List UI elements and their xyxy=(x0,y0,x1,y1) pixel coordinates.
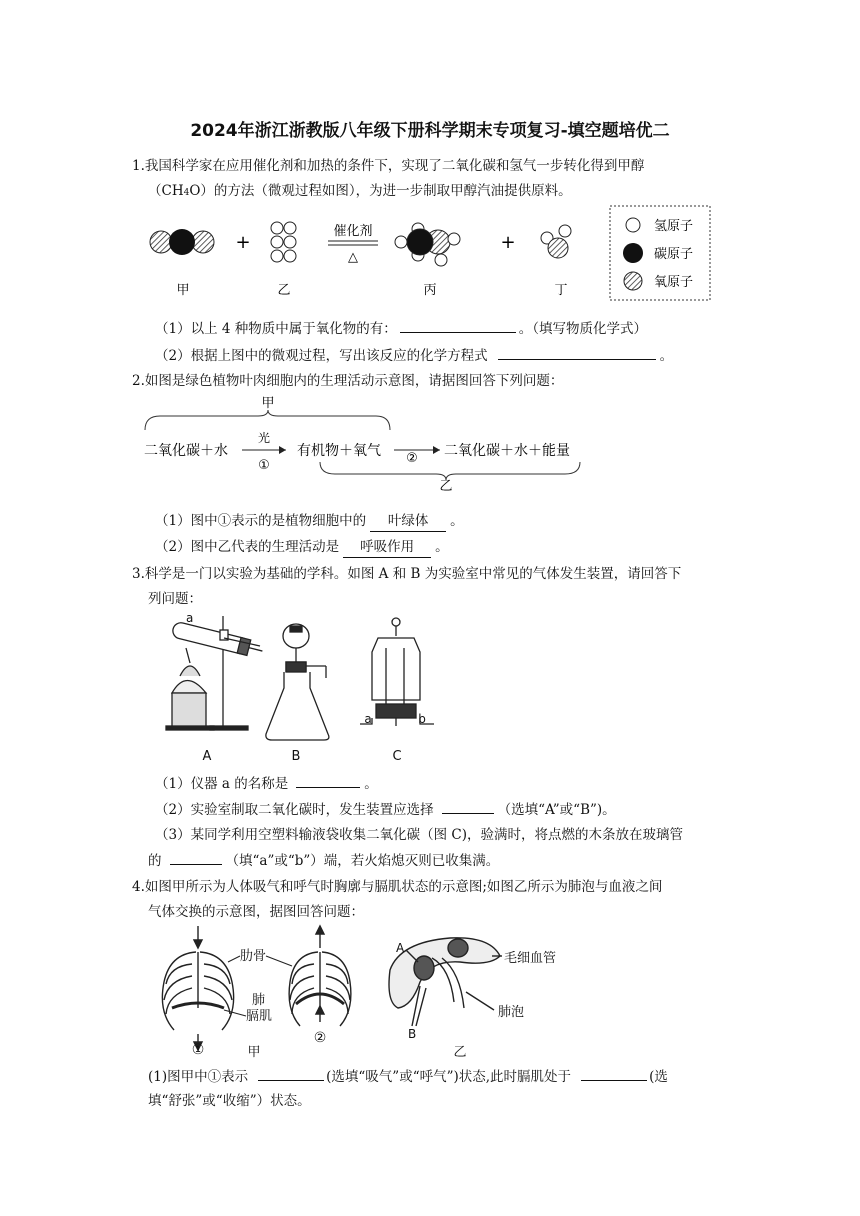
label-point-A: A xyxy=(396,941,405,955)
q1-part1-blank[interactable] xyxy=(400,318,516,333)
q1-part1: （1）以上 4 种物质中属于氧化物的有： 。（填写物质化学式） xyxy=(155,318,647,339)
middle-products-text: 有机物＋氧气 xyxy=(297,443,381,459)
q2-part1: （1）图中①表示的是植物细胞中的 叶绿体 。 xyxy=(155,511,464,532)
q1-part2-blank[interactable] xyxy=(498,345,656,360)
light-label: 光 xyxy=(257,431,271,445)
ribcage-exhale xyxy=(289,926,351,1026)
q4-respiration-figure xyxy=(150,922,570,1062)
label-B: B xyxy=(291,749,301,764)
q3-part1: （1）仪器 a 的名称是 。 xyxy=(155,773,378,794)
q3-part2: （2）实验室制取二氧化碳时，发生装置应选择 （选填“A”或“B”)。 xyxy=(155,799,616,820)
q1-part2: （2）根据上图中的微观过程，写出该反应的化学方程式 。 xyxy=(155,345,673,366)
q3-stem-line2: 列问题： xyxy=(148,591,202,607)
q4-stem-line2: 气体交换的示意图，据图回答问题： xyxy=(148,904,364,920)
label-C: C xyxy=(392,749,402,764)
methanol-molecule xyxy=(395,223,460,266)
q2-part2-answer: 呼吸作用 xyxy=(343,537,431,558)
label-bing: 丙 xyxy=(423,283,437,298)
water-molecule xyxy=(541,225,571,258)
label-ding: 丁 xyxy=(554,283,568,298)
reactants-text: 二氧化碳＋水 xyxy=(144,443,228,459)
apparatus-c xyxy=(360,618,434,726)
label-instrument-a: a xyxy=(186,611,194,625)
q1-stem-line1: 1.我国科学家在应用催化剂和加热的条件下，实现了二氧化碳和氢气一步转化得到甲醇 xyxy=(132,158,645,174)
heat-symbol: △ xyxy=(348,250,358,265)
step2-label: ② xyxy=(406,451,418,466)
label-jia-top: 甲 xyxy=(261,396,275,411)
alveolus-label: 肺泡 xyxy=(498,1005,525,1020)
q2-part1-answer: 叶绿体 xyxy=(370,511,446,532)
q3-part1-blank[interactable] xyxy=(296,773,360,788)
lung-label: 肺 xyxy=(252,993,266,1008)
q1-molecule-figure xyxy=(140,204,720,304)
q4-part1-line2: 填“舒张”或“收缩”）状态。 xyxy=(148,1093,311,1109)
h2-molecules xyxy=(271,222,296,262)
q2-part2: （2）图中乙代表的生理活动是 呼吸作用 。 xyxy=(155,537,449,558)
q2-process-figure xyxy=(140,392,600,492)
q4-part1-blank2[interactable] xyxy=(581,1066,647,1081)
plus-sign: + xyxy=(235,232,251,253)
atom-legend xyxy=(610,206,710,300)
label-yi: 乙 xyxy=(277,283,291,298)
port-b-label: b xyxy=(418,712,426,726)
apparatus-b xyxy=(266,624,329,740)
label-A: A xyxy=(202,749,212,764)
label-jia: 甲 xyxy=(176,283,190,298)
respiration-products-text: 二氧化碳＋水＋能量 xyxy=(444,443,570,459)
label-yi-bottom: 乙 xyxy=(439,479,453,492)
q3-stem-line1: 3.科学是一门以实验为基础的学科。如图 A 和 B 为实验室中常见的气体发生装置，请回答下 xyxy=(132,566,682,582)
q3-apparatus-figure xyxy=(150,608,450,768)
rib-label: 肋骨 xyxy=(240,949,267,964)
port-a-label: a xyxy=(364,712,372,726)
q1-stem-line2: （CH4O）的方法（微观过程如图），为进一步制取甲醇汽油提供原料。 xyxy=(148,183,572,199)
q3-part3-line1: （3）某同学利用空塑料输液袋收集二氧化碳（图 C)，验满时，将点燃的木条放在玻璃管 xyxy=(155,827,683,843)
step1-label: ① xyxy=(258,458,270,473)
legend-hydrogen: 氢原子 xyxy=(654,219,694,234)
alveolus-diagram xyxy=(389,938,502,1026)
q3-part2-blank[interactable] xyxy=(442,799,494,814)
q4-stem-line1: 4.如图甲所示为人体吸气和呼气时胸廓与膈肌状态的示意图;如图乙所示为肺泡与血液之间 xyxy=(132,879,663,895)
legend-carbon: 碳原子 xyxy=(654,247,694,262)
q3-part3-blank[interactable] xyxy=(170,850,222,865)
plus-sign-2: + xyxy=(500,232,516,253)
q2-stem: 2.如图是绿色植物叶肉细胞内的生理活动示意图，请据图回答下列问题： xyxy=(132,373,564,389)
figure-yi-label: 乙 xyxy=(453,1045,467,1060)
capillary-label: 毛细血管 xyxy=(504,951,557,966)
q4-part1-blank1[interactable] xyxy=(258,1066,324,1081)
label-point-B: B xyxy=(408,1027,417,1041)
diaphragm-label: 膈肌 xyxy=(246,1009,273,1024)
apparatus-a xyxy=(166,611,264,730)
page-title: 2024年浙江浙教版八年级下册科学期末专项复习-填空题培优二 xyxy=(190,121,670,141)
co2-molecule xyxy=(150,229,214,255)
ribcage-inhale xyxy=(162,926,233,1050)
q3-part3-line2: 的 （填“a”或“b”）端，若火焰熄灭则已收集满。 xyxy=(148,850,499,871)
catalyst-label: 催化剂 xyxy=(333,224,373,239)
q4-part1-line1: (1)图甲中①表示 (选填“吸气”或“呼气”)状态,此时膈肌处于 (选 xyxy=(148,1066,668,1087)
state1-label: ① xyxy=(191,1042,205,1058)
legend-oxygen: 氧原子 xyxy=(654,275,694,290)
state2-label: ② xyxy=(313,1030,327,1046)
figure-jia-label: 甲 xyxy=(247,1045,261,1060)
